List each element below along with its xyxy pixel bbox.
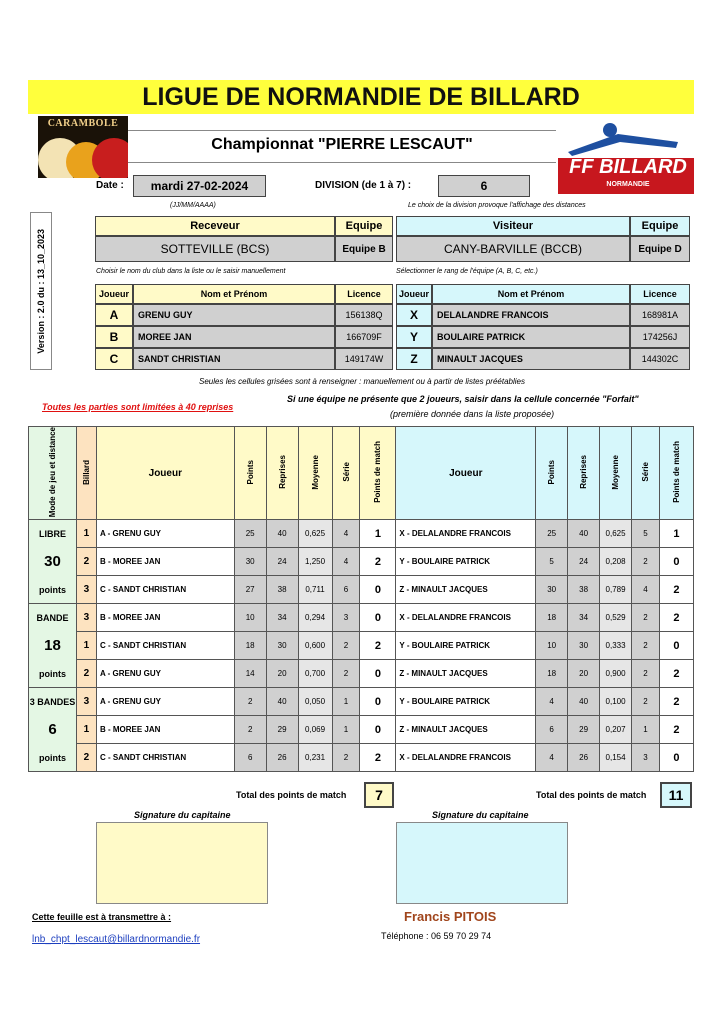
home-joueur-header: Joueur bbox=[96, 427, 234, 520]
home-serie-cell[interactable]: 1 bbox=[332, 688, 360, 716]
home-moyenne-cell: 0,294 bbox=[298, 604, 332, 632]
results-row bbox=[29, 604, 694, 632]
away-match-points-cell: 2 bbox=[659, 688, 693, 716]
home-reprises-cell[interactable]: 29 bbox=[266, 716, 298, 744]
home-match-points-cell: 2 bbox=[360, 632, 396, 660]
home-player-cell: A - GRENU GUY bbox=[96, 688, 234, 716]
away-reprises-cell[interactable]: 40 bbox=[568, 688, 600, 716]
away-points-cell[interactable]: 18 bbox=[536, 604, 568, 632]
home-reprises-cell[interactable]: 30 bbox=[266, 632, 298, 660]
contact-email-link[interactable]: lnb_chpt_lescaut@billardnormandie.fr bbox=[32, 934, 201, 945]
away-moyenne-cell: 0,900 bbox=[600, 660, 632, 688]
home-player-cell: B - MOREE JAN bbox=[96, 548, 234, 576]
home-moyenne-cell: 0,050 bbox=[298, 688, 332, 716]
away-reprises-header: Reprises bbox=[568, 427, 600, 520]
home-points-cell[interactable]: 25 bbox=[234, 520, 266, 548]
ff-billard-logo-subtext: NORMANDIE bbox=[606, 181, 650, 188]
away-reprises-cell[interactable]: 40 bbox=[568, 520, 600, 548]
results-header-row bbox=[29, 427, 694, 520]
away-points-cell[interactable]: 30 bbox=[536, 576, 568, 604]
away-points-cell[interactable]: 5 bbox=[536, 548, 568, 576]
home-match-points-cell: 0 bbox=[360, 716, 396, 744]
away-rank-field[interactable]: Equipe D bbox=[630, 236, 690, 262]
home-player-licence-field[interactable]: 149174W bbox=[335, 348, 393, 370]
away-moyenne-cell: 0,529 bbox=[600, 604, 632, 632]
billard-number: 1 bbox=[76, 716, 96, 744]
mode-unit: points bbox=[29, 744, 77, 772]
home-player-name-field[interactable]: MOREE JAN bbox=[133, 326, 335, 348]
away-joueur-header: Joueur bbox=[396, 427, 536, 520]
home-serie-cell[interactable]: 6 bbox=[332, 576, 360, 604]
billard-number: 2 bbox=[76, 660, 96, 688]
away-header: Visiteur bbox=[396, 216, 630, 236]
away-match-points-cell: 2 bbox=[659, 716, 693, 744]
away-player-cell: X - DELALANDRE FRANCOIS bbox=[396, 744, 536, 772]
carambole-logo bbox=[38, 116, 128, 178]
away-reprises-cell[interactable]: 29 bbox=[568, 716, 600, 744]
mode-name: 3 BANDES bbox=[29, 688, 77, 716]
away-player-cell: Z - MINAULT JACQUES bbox=[396, 660, 536, 688]
home-player-name-field[interactable]: GRENU GUY bbox=[133, 304, 335, 326]
away-points-cell[interactable]: 4 bbox=[536, 744, 568, 772]
home-reprises-cell[interactable]: 38 bbox=[266, 576, 298, 604]
away-serie-cell[interactable]: 4 bbox=[632, 576, 660, 604]
home-club-field[interactable]: SOTTEVILLE (BCS) bbox=[95, 236, 335, 262]
home-moyenne-cell: 0,700 bbox=[298, 660, 332, 688]
away-moyenne-cell: 0,333 bbox=[600, 632, 632, 660]
home-moyenne-cell: 0,600 bbox=[298, 632, 332, 660]
results-row bbox=[29, 688, 694, 716]
billard-number: 2 bbox=[76, 744, 96, 772]
home-player-cell: B - MOREE JAN bbox=[96, 604, 234, 632]
away-player-cell: Z - MINAULT JACQUES bbox=[396, 716, 536, 744]
away-player-cell: X - DELALANDRE FRANCOIS bbox=[396, 520, 536, 548]
home-match-points-cell: 0 bbox=[360, 604, 396, 632]
home-total-value: 7 bbox=[364, 782, 394, 808]
home-moyenne-cell: 0,625 bbox=[298, 520, 332, 548]
mode-distance: 6 bbox=[29, 716, 77, 744]
away-moyenne-cell: 0,207 bbox=[600, 716, 632, 744]
home-player-name-field[interactable]: SANDT CHRISTIAN bbox=[133, 348, 335, 370]
home-rank-field[interactable]: Equipe B bbox=[335, 236, 393, 262]
away-points-header: Points bbox=[536, 427, 568, 520]
rank-hint: Sélectionner le rang de l'équipe (A, B, C, etc.) bbox=[396, 268, 538, 275]
home-players-name-header: Nom et Prénom bbox=[133, 284, 335, 304]
home-pm-header: Points de match bbox=[360, 427, 396, 520]
away-points-cell[interactable]: 10 bbox=[536, 632, 568, 660]
away-serie-cell[interactable]: 1 bbox=[632, 716, 660, 744]
away-serie-header: Série bbox=[632, 427, 660, 520]
home-serie-cell[interactable]: 2 bbox=[332, 660, 360, 688]
home-match-points-cell: 2 bbox=[360, 744, 396, 772]
carambole-logo-text: CARAMBOLE bbox=[47, 118, 119, 129]
home-rank-header: Equipe bbox=[335, 216, 393, 236]
results-row bbox=[29, 576, 694, 604]
billard-number: 1 bbox=[76, 632, 96, 660]
home-player-cell: A - GRENU GUY bbox=[96, 660, 234, 688]
away-player-cell: Y - BOULAIRE PATRICK bbox=[396, 548, 536, 576]
home-points-cell[interactable]: 6 bbox=[234, 744, 266, 772]
home-player-licence-field[interactable]: 156138Q bbox=[335, 304, 393, 326]
home-serie-cell[interactable]: 3 bbox=[332, 604, 360, 632]
away-points-cell[interactable]: 18 bbox=[536, 660, 568, 688]
transmit-label: Cette feuille est à transmettre à : bbox=[32, 912, 172, 922]
away-moyenne-cell: 0,154 bbox=[600, 744, 632, 772]
away-moyenne-cell: 0,208 bbox=[600, 548, 632, 576]
away-serie-cell[interactable]: 2 bbox=[632, 548, 660, 576]
away-match-points-cell: 2 bbox=[659, 660, 693, 688]
away-serie-cell[interactable]: 3 bbox=[632, 744, 660, 772]
away-player-cell: Z - MINAULT JACQUES bbox=[396, 576, 536, 604]
away-player-cell: Y - BOULAIRE PATRICK bbox=[396, 688, 536, 716]
billard-number: 3 bbox=[76, 604, 96, 632]
away-player-licence-field[interactable]: 174256J bbox=[630, 326, 690, 348]
away-match-points-cell: 2 bbox=[659, 576, 693, 604]
away-pm-header: Points de match bbox=[659, 427, 693, 520]
forfait-note: Si une équipe ne présente que 2 joueurs, saisir dans la cellule concernée "Forfait" bbox=[287, 394, 639, 404]
billard-header: Billard bbox=[76, 427, 96, 520]
away-match-points-cell: 0 bbox=[659, 548, 693, 576]
away-moyenne-cell: 0,789 bbox=[600, 576, 632, 604]
mode-unit: points bbox=[29, 576, 77, 604]
home-reprises-cell[interactable]: 24 bbox=[266, 548, 298, 576]
home-points-header: Points bbox=[234, 427, 266, 520]
home-points-cell[interactable]: 10 bbox=[234, 604, 266, 632]
home-header: Receveur bbox=[95, 216, 335, 236]
away-player-licence-field[interactable]: 144302C bbox=[630, 348, 690, 370]
away-player-letter: Y bbox=[396, 326, 432, 348]
home-serie-header: Série bbox=[332, 427, 360, 520]
home-match-points-cell: 0 bbox=[360, 576, 396, 604]
home-serie-cell[interactable]: 4 bbox=[332, 520, 360, 548]
home-reprises-cell[interactable]: 26 bbox=[266, 744, 298, 772]
mode-header: Mode de jeu et distance bbox=[29, 427, 77, 520]
away-players-licence-header: Licence bbox=[630, 284, 690, 304]
home-player-cell: B - MOREE JAN bbox=[96, 716, 234, 744]
away-match-points-cell: 0 bbox=[659, 744, 693, 772]
away-player-letter: Z bbox=[396, 348, 432, 370]
home-players-licence-header: Licence bbox=[335, 284, 393, 304]
home-serie-cell[interactable]: 1 bbox=[332, 716, 360, 744]
home-signature-label: Signature du capitaine bbox=[134, 810, 231, 820]
results-row bbox=[29, 744, 694, 772]
away-serie-cell[interactable]: 2 bbox=[632, 632, 660, 660]
away-moyenne-cell: 0,100 bbox=[600, 688, 632, 716]
away-points-cell[interactable]: 4 bbox=[536, 688, 568, 716]
forfait-subnote: (première donnée dans la liste proposée) bbox=[390, 409, 555, 419]
page-title: LIGUE DE NORMANDIE DE BILLARD bbox=[28, 80, 694, 114]
date-label: Date : bbox=[96, 180, 124, 191]
ff-billard-logo-text: FF BILLARD bbox=[569, 156, 687, 178]
home-players-joueur-header: Joueur bbox=[95, 284, 133, 304]
home-points-cell[interactable]: 14 bbox=[234, 660, 266, 688]
version-text: Version : 2.0 du : 13_10_2023 bbox=[36, 228, 46, 354]
billard-number: 2 bbox=[76, 548, 96, 576]
home-match-points-cell: 1 bbox=[360, 520, 396, 548]
contact-name: Francis PITOIS bbox=[404, 909, 497, 924]
results-row bbox=[29, 716, 694, 744]
away-reprises-cell[interactable]: 24 bbox=[568, 548, 600, 576]
date-format-hint: (JJ/MM/AAAA) bbox=[170, 202, 216, 209]
mode-distance: 30 bbox=[29, 548, 77, 576]
away-match-points-cell: 2 bbox=[659, 604, 693, 632]
home-points-cell[interactable]: 2 bbox=[234, 688, 266, 716]
billard-number: 3 bbox=[76, 576, 96, 604]
limit-note: Toutes les parties sont limitées à 40 reprises bbox=[42, 402, 234, 412]
ff-billard-logo bbox=[558, 116, 694, 194]
results-row bbox=[29, 520, 694, 548]
championship-title: Championnat "PIERRE LESCAUT" bbox=[211, 136, 473, 153]
away-moyenne-header: Moyenne bbox=[600, 427, 632, 520]
home-serie-cell[interactable]: 2 bbox=[332, 744, 360, 772]
away-reprises-cell[interactable]: 38 bbox=[568, 576, 600, 604]
away-player-licence-field[interactable]: 168981A bbox=[630, 304, 690, 326]
home-total-label: Total des points de match bbox=[236, 790, 347, 800]
mode-distance: 18 bbox=[29, 632, 77, 660]
home-serie-cell[interactable]: 2 bbox=[332, 632, 360, 660]
home-reprises-cell[interactable]: 20 bbox=[266, 660, 298, 688]
away-match-points-cell: 1 bbox=[659, 520, 693, 548]
home-moyenne-cell: 0,711 bbox=[298, 576, 332, 604]
version-box bbox=[30, 212, 52, 370]
mode-name: BANDE bbox=[29, 604, 77, 632]
home-moyenne-cell: 1,250 bbox=[298, 548, 332, 576]
home-points-cell[interactable]: 2 bbox=[234, 716, 266, 744]
away-serie-cell[interactable]: 2 bbox=[632, 688, 660, 716]
home-points-cell[interactable]: 27 bbox=[234, 576, 266, 604]
home-signature-box[interactable] bbox=[96, 822, 268, 904]
away-player-cell: X - DELALANDRE FRANCOIS bbox=[396, 604, 536, 632]
away-reprises-cell[interactable]: 20 bbox=[568, 660, 600, 688]
home-reprises-cell[interactable]: 40 bbox=[266, 520, 298, 548]
club-hint: Choisir le nom du club dans la liste ou le saisir manuellement bbox=[96, 268, 286, 275]
away-player-name-field[interactable]: MINAULT JACQUES bbox=[432, 348, 630, 370]
home-reprises-cell[interactable]: 34 bbox=[266, 604, 298, 632]
home-match-points-cell: 0 bbox=[360, 688, 396, 716]
away-serie-cell[interactable]: 5 bbox=[632, 520, 660, 548]
home-reprises-header: Reprises bbox=[266, 427, 298, 520]
away-total-value: 11 bbox=[660, 782, 692, 808]
home-match-points-cell: 0 bbox=[360, 660, 396, 688]
mode-name: LIBRE bbox=[29, 520, 77, 548]
away-reprises-cell[interactable]: 34 bbox=[568, 604, 600, 632]
division-hint: Le choix de la division provoque l'affichage des distances bbox=[408, 202, 586, 209]
home-match-points-cell: 2 bbox=[360, 548, 396, 576]
home-player-letter: A bbox=[95, 304, 133, 326]
away-match-points-cell: 0 bbox=[659, 632, 693, 660]
away-moyenne-cell: 0,625 bbox=[600, 520, 632, 548]
home-moyenne-cell: 0,231 bbox=[298, 744, 332, 772]
away-rank-header: Equipe bbox=[630, 216, 690, 236]
home-points-cell[interactable]: 30 bbox=[234, 548, 266, 576]
results-row bbox=[29, 548, 694, 576]
home-player-letter: B bbox=[95, 326, 133, 348]
contact-phone: Téléphone : 06 59 70 29 74 bbox=[381, 931, 492, 941]
home-moyenne-cell: 0,069 bbox=[298, 716, 332, 744]
away-players-joueur-header: Joueur bbox=[396, 284, 432, 304]
division-label: DIVISION (de 1 à 7) : bbox=[315, 180, 412, 191]
away-reprises-cell[interactable]: 30 bbox=[568, 632, 600, 660]
home-moyenne-header: Moyenne bbox=[298, 427, 332, 520]
away-signature-label: Signature du capitaine bbox=[432, 810, 529, 820]
home-serie-cell[interactable]: 4 bbox=[332, 548, 360, 576]
away-points-cell[interactable]: 25 bbox=[536, 520, 568, 548]
away-player-cell: Y - BOULAIRE PATRICK bbox=[396, 632, 536, 660]
away-points-cell[interactable]: 6 bbox=[536, 716, 568, 744]
billiard-balls-icon bbox=[38, 116, 128, 178]
date-field[interactable]: mardi 27-02-2024 bbox=[133, 175, 266, 197]
home-player-cell: C - SANDT CHRISTIAN bbox=[96, 576, 234, 604]
mode-unit: points bbox=[29, 660, 77, 688]
results-row bbox=[29, 632, 694, 660]
home-player-cell: C - SANDT CHRISTIAN bbox=[96, 744, 234, 772]
results-row bbox=[29, 660, 694, 688]
home-player-letter: C bbox=[95, 348, 133, 370]
away-player-name-field[interactable]: DELALANDRE FRANCOIS bbox=[432, 304, 630, 326]
away-player-name-field[interactable]: BOULAIRE PATRICK bbox=[432, 326, 630, 348]
division-field[interactable]: 6 bbox=[438, 175, 530, 197]
home-player-licence-field[interactable]: 166709F bbox=[335, 326, 393, 348]
results-table bbox=[28, 426, 694, 772]
away-serie-cell[interactable]: 2 bbox=[632, 604, 660, 632]
away-players-name-header: Nom et Prénom bbox=[432, 284, 630, 304]
home-player-cell: C - SANDT CHRISTIAN bbox=[96, 632, 234, 660]
home-player-cell: A - GRENU GUY bbox=[96, 520, 234, 548]
home-reprises-cell[interactable]: 40 bbox=[266, 688, 298, 716]
away-total-label: Total des points de match bbox=[536, 790, 647, 800]
away-club-field[interactable]: CANY-BARVILLE (BCCB) bbox=[396, 236, 630, 262]
away-serie-cell[interactable]: 2 bbox=[632, 660, 660, 688]
away-player-letter: X bbox=[396, 304, 432, 326]
home-points-cell[interactable]: 18 bbox=[234, 632, 266, 660]
away-signature-box[interactable] bbox=[396, 822, 568, 904]
billard-number: 1 bbox=[76, 520, 96, 548]
away-reprises-cell[interactable]: 26 bbox=[568, 744, 600, 772]
grey-cells-note: Seules les cellules grisées sont à renseigner : manuellement ou à partir de listes préétablies bbox=[199, 377, 525, 386]
billard-number: 3 bbox=[76, 688, 96, 716]
